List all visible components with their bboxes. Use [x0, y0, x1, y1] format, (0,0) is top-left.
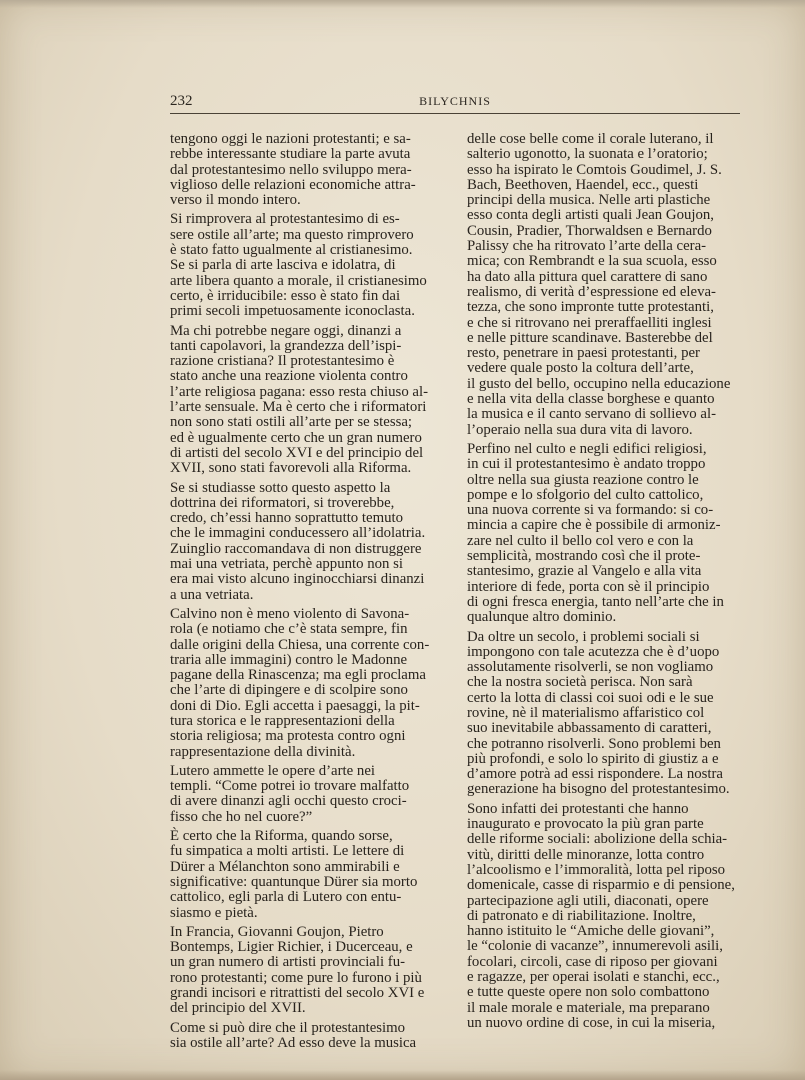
text-line: Ma chi potrebbe negare oggi, dinanzi a [170, 322, 402, 339]
text-line: di avere dinanzi agli occhi questo croci- [170, 793, 407, 810]
text-line: sere ostile all’arte; ma questo rimprovero [170, 226, 414, 243]
header-rule [170, 113, 740, 114]
text-line: doni di Dio. Egli accetta i paesaggi, la pit- [170, 697, 420, 714]
text-line: focolari, circoli, case di riposo per giovani [467, 953, 718, 970]
text-line: dottrina dei riformatori, si troverebbe, [170, 494, 395, 511]
text-line: Si rimprovera al protestantesimo di es- [170, 211, 400, 228]
text-line: Dürer a Mélanchton sono ammirabili e [170, 858, 400, 875]
text-line: che la nostra società perisca. Non sarà [467, 674, 693, 691]
text-line: Lutero ammette le opere d’arte nei [170, 762, 375, 779]
page-number: 232 [170, 93, 193, 109]
paragraph [170, 1021, 442, 1052]
text-line: inaugurato e provocato la più gran parte [467, 816, 704, 833]
text-line: che le immagini conducessero all’idolatria. [170, 525, 426, 542]
text-line: Bontemps, Ligier Richier, i Ducerceau, e [170, 939, 413, 956]
text-line: e ragazze, per operai isolati e stanchi, ecc., [467, 969, 720, 986]
text-line: stato anche una reazione violenta contro [170, 368, 408, 385]
text-line: In Francia, Giovanni Goujon, Pietro [170, 923, 384, 940]
text-line: esso ha ispirato le Comtois Goudimel, J. S. [467, 161, 722, 178]
text-line: Perfino nel culto e negli edifici religiosi, [467, 440, 707, 457]
text-line: rono protestanti; come pure lo furono i più [170, 969, 422, 986]
text-line: l’operaio nella sua dura vita di lavoro. [467, 421, 693, 438]
page-header [170, 93, 740, 115]
text-line: di patronato e di riabilitazione. Inoltre, [467, 907, 696, 924]
text-line: significative: quantunque Dürer sia morto [170, 873, 418, 890]
paragraph [170, 764, 442, 825]
paragraph [170, 925, 442, 1017]
text-line: viglioso delle relazioni economiche attra- [170, 176, 416, 193]
text-line: XVII, sono stati favorevoli alla Riforma. [170, 460, 412, 477]
text-line: e nelle pitture scandinave. Basterebbe del [467, 329, 713, 346]
text-line: stantesimo, grazie al Vangelo e alla vita [467, 563, 702, 580]
page-bottom-edge [0, 1070, 805, 1080]
text-line: grandi incisori e ritrattisti del secolo XVI e [170, 985, 425, 1002]
text-line: vedere quale posto la coltura dell’arte, [467, 360, 694, 377]
paragraph [170, 324, 442, 477]
text-line: mica; con Rembrandt e la sua scuola, esso [467, 253, 717, 270]
text-line: certo la lotta di classi coi suoi odi e le sue [467, 689, 714, 706]
paragraph [467, 802, 739, 1031]
text-line: generazione ha bisogno del protestantesimo. [467, 781, 730, 798]
text-line: principi della musica. Nelle arti plastiche [467, 192, 711, 209]
text-line: pagane della Rinascenza; ma egli proclama [170, 667, 426, 684]
text-line: salterio ugonotto, la suonata e l’oratorio; [467, 146, 708, 163]
text-line: zare nel culto il bello col vero e con la [467, 532, 694, 549]
text-line: un gran numero di artisti provinciali fu- [170, 954, 406, 971]
text-line: ha dato alla pittura quel carattere di sano [467, 268, 708, 285]
text-line: ed è ugualmente certo che un gran numero [170, 429, 422, 446]
text-line: sia ostile all’arte? Ad esso deve la musica [170, 1034, 417, 1051]
text-line: più profondi, e solo lo spirito di giustiz a e [467, 750, 719, 767]
text-line: era mai visto alcuno inginocchiarsi dinanzi [170, 571, 425, 588]
text-line: rovine, nè il materialismo affaristico col [467, 704, 705, 721]
text-line: impongono con tale acutezza che è d’uopo [467, 643, 720, 660]
text-line: pompe e lo sfolgorio del culto cattolico, [467, 486, 704, 503]
text-line: di artisti del secolo XVI e del principio del [170, 444, 424, 461]
paragraph [170, 481, 442, 603]
text-line: primi secoli impetuosamente iconoclasta. [170, 303, 415, 320]
text-line: razione cristiana? Il protestantesimo è [170, 353, 395, 370]
text-line: dal protestantesimo nello sviluppo mera- [170, 161, 412, 178]
text-line: esso conta degli artisti quali Jean Goujon, [467, 207, 714, 224]
text-line: Bach, Beethoven, Haendel, ecc., questi [467, 176, 699, 193]
text-line: cattolico, egli parla di Lutero con entu- [170, 889, 402, 906]
text-line: la musica e il canto servano di sollievo al- [467, 406, 717, 423]
text-line: l’alcoolismo e l’immoralità, lotta pel riposo [467, 861, 726, 878]
text-line: Cousin, Pradier, Thorwaldsen e Bernardo [467, 222, 712, 239]
left-column [170, 132, 442, 1051]
paragraph [170, 829, 442, 921]
text-line: oltre nella sua giusta reazione contro le [467, 471, 699, 488]
running-title: BILYCHNIS [419, 94, 491, 108]
text-line: una nuova corrente si va formando: si co- [467, 502, 714, 519]
text-line: assolutamente risolverli, se non vogliamo [467, 659, 714, 676]
text-line: in cui il protestantesimo è andato troppo [467, 456, 706, 473]
text-line: rappresentazione della divinità. [170, 743, 356, 760]
text-line: mincia a capire che è possibile di armoniz- [467, 517, 721, 534]
paragraph [170, 132, 442, 208]
text-line: verso il mondo intero. [170, 192, 301, 209]
paragraph [170, 607, 442, 760]
text-line: Sono infatti dei protestanti che hanno [467, 800, 689, 817]
text-line: storia religiosa; ma protesta contro ogni [170, 728, 406, 745]
text-line: Se si parla di arte lasciva e idolatra, di [170, 257, 396, 274]
text-line: tengono oggi le nazioni protestanti; e sa- [170, 131, 411, 147]
text-line: Come si può dire che il protestantesimo [170, 1019, 406, 1036]
text-line: il gusto del bello, occupino nella educazione [467, 375, 731, 392]
text-line: non sono stati ostili all’arte per se stessa; [170, 414, 413, 431]
text-line: di ogni fresca energia, tanto nell’arte che in [467, 593, 724, 610]
text-line: dalle origini della Chiesa, una corrente con- [170, 636, 430, 653]
text-line: rola (e notiamo che c’è stata sempre, fin [170, 621, 408, 638]
text-line: a una vetriata. [170, 586, 254, 603]
text-line: del principio del XVII. [170, 1000, 306, 1017]
text-line: è stato fatto ugualmente al cristianesimo. [170, 242, 413, 259]
text-line: Da oltre un secolo, i problemi sociali si [467, 628, 700, 645]
text-line: Calvino non è meno violento di Savona- [170, 605, 410, 622]
text-line: tanti capolavori, la grandezza dell’ispi- [170, 337, 402, 354]
text-line: che l’arte di dipingere e di scolpire sono [170, 682, 408, 699]
text-line: arte libera quanto a morale, il cristianesimo [170, 272, 427, 289]
text-line: fisso che ho nel cuore?” [170, 808, 313, 825]
text-line: domenicale, casse di risparmio e di pensione, [467, 877, 735, 894]
text-line: templi. “Come potrei io trovare malfatto [170, 778, 410, 795]
text-line: le “colonie di vacanze”, innumerevoli asili, [467, 938, 723, 955]
paragraph [467, 630, 739, 798]
text-line: semplicità, mostrando così che il prote- [467, 548, 701, 565]
text-line: tura storica e le rappresentazioni della [170, 712, 395, 729]
page-top-edge [0, 0, 805, 8]
text-line: suo inevitabile abbassamento di caratteri, [467, 720, 712, 737]
text-line: vitù, diritti delle minoranze, lotta contro [467, 846, 705, 863]
text-line: un nuovo ordine di cose, in cui la miseria, [467, 1014, 716, 1031]
text-line: partecipazione agli utili, diaconati, opere [467, 892, 709, 909]
text-line: siasmo e pietà. [170, 904, 258, 921]
paragraph [467, 132, 739, 438]
text-line: interiore di fede, porta con sè il principio [467, 578, 710, 595]
paragraph [467, 442, 739, 626]
text-line: il male morale e materiale, ma preparano [467, 999, 710, 1016]
text-line: È certo che la Riforma, quando sorse, [170, 828, 393, 845]
text-line: fu simpatica a molti artisti. Le lettere di [170, 843, 405, 860]
text-line: realismo, di verità d’espressione ed eleva- [467, 283, 716, 300]
text-line: rebbe interessante studiare la parte avuta [170, 146, 411, 163]
text-line: delle cose belle come il corale luterano, il [467, 131, 714, 147]
text-line: e tutte queste opere non solo combattono [467, 984, 710, 1001]
right-column [467, 132, 739, 1031]
text-line: hanno istituito le “Amiche delle giovani”, [467, 923, 715, 940]
paragraph [170, 212, 442, 319]
text-line: l’arte sensuale. Ma è certo che i riformatori [170, 399, 427, 416]
text-line: credo, ch’essi hanno soprattutto temuto [170, 510, 403, 527]
text-line: delle riforme sociali: abolizione della schia- [467, 831, 728, 848]
text-line: Zuinglio raccomandava di non distruggere [170, 540, 422, 557]
text-line: traria alle immagini) contro le Madonne [170, 651, 408, 668]
text-line: e nella vita della classe borghese e quanto [467, 391, 715, 408]
text-line: e che si ritrovano nei preraffaelliti inglesi [467, 314, 712, 331]
text-line: d’amore potrà ad essi rispondere. La nostra [467, 766, 723, 783]
text-line: certo, è irriducibile: esso è stato fin dai [170, 287, 401, 304]
text-line: qualunque altro dominio. [467, 609, 617, 626]
text-line: mai una vetriata, perchè appunto non si [170, 556, 403, 573]
text-line: Se si studiasse sotto questo aspetto la [170, 479, 391, 496]
text-line: l’arte religiosa pagana: esso resta chiuso al- [170, 383, 429, 400]
text-line: Palissy che ha ritrovato l’arte della cera- [467, 238, 707, 255]
text-line: resto, penetrare in paesi protestanti, per [467, 345, 700, 362]
text-line: tezza, che sono impronte tutte protestanti, [467, 299, 714, 316]
text-line: che potranno risolverli. Sono problemi ben [467, 735, 721, 752]
